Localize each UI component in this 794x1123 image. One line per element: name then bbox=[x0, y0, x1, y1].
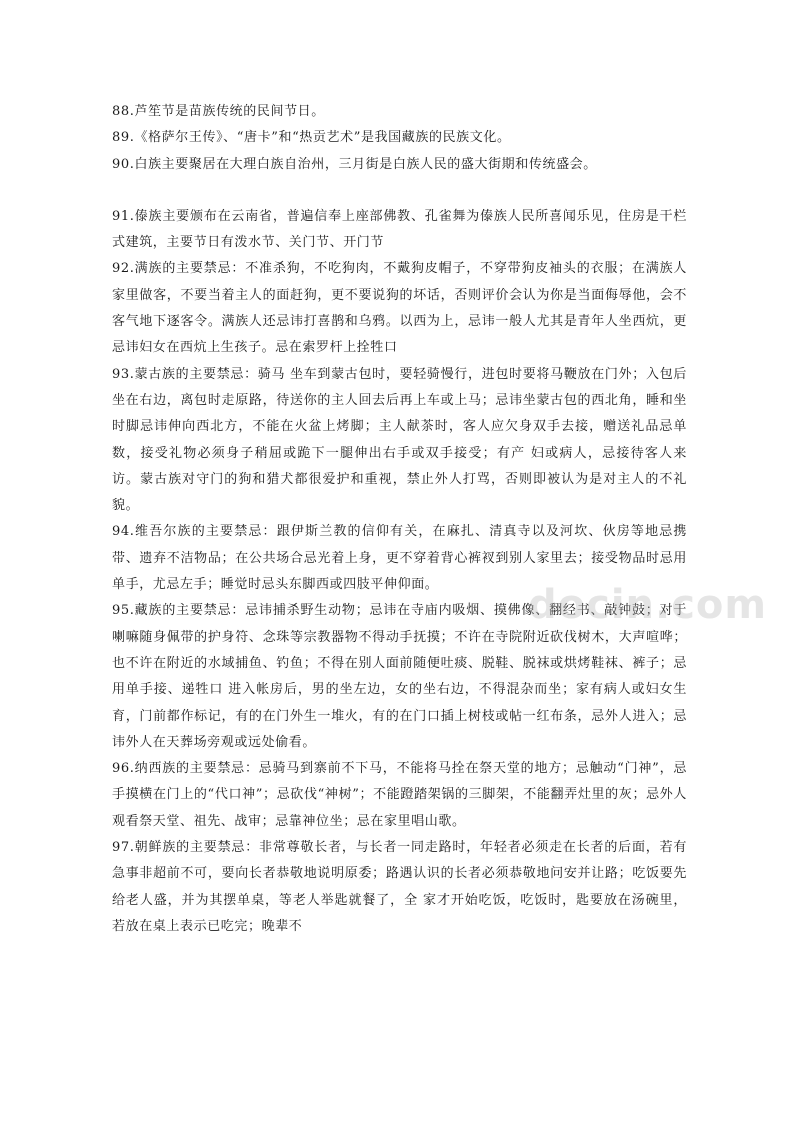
paragraph-88: 88.芦笙节是苗族传统的民间节日。 bbox=[112, 104, 325, 119]
paragraph-97: 97.朝鲜族的主要禁忌：非常尊敬长者，与长者一同走路时，年轻者必须走在长者的后面，若有急事非超前不可，要向长者恭敬地说明原委；路遇认识的长者必须恭敬地问安并让路；吃饭要先给老人盛，并为其摆单桌，等老人举匙就餐了，全 家才开始吃饭，吃饭时，匙要放在汤碗里，若放在桌上表示已吃完；晚辈不 bbox=[112, 840, 687, 934]
paragraph-96: 96.纳西族的主要禁忌：忌骑马到寨前不下马，不能将马拴在祭天堂的地方；忌触动“门神”，忌手摸横在门上的“代口神”；忌砍伐“神树”；不能蹬踏架锅的三脚架，不能翻弄灶里的灰；忌外人观看祭天堂、祖先、战审；忌靠神位坐；忌在家里唱山歌。 bbox=[112, 761, 687, 829]
paragraph-90: 90.白族主要聚居在大理白族自治州，三月街是白族人民的盛大街期和传统盛会。 bbox=[112, 156, 597, 172]
paragraph-92: 92.满族的主要禁忌：不准杀狗，不吃狗肉，不戴狗皮帽子，不穿带狗皮袖头的衣服；在满族人家里做客，不要当着主人的面赶狗，更不要说狗的坏话，否则评价会认为你是当面侮辱他，会不客气地下逐客令。满族人还忌讳打喜鹊和乌鸦。以西为上，忌讳一般人尤其是青年人坐西炕，更忌讳妇女在西炕上生孩子。忌在索罗杆上拴牲口 bbox=[112, 261, 687, 356]
paragraph-gap bbox=[112, 178, 687, 204]
paragraph-93: 93.蒙古族的主要禁忌：骑马 坐车到蒙古包时，要轻骑慢行，进包时要将马鞭放在门外；入包后坐在右边，离包时走原路，待送你的主人回去后再上车或上马；忌讳坐蒙古包的西北角，睡和坐时脚忌讳伸向西北方，不能在火盆上烤脚；主人献茶时，客人应欠身双手去接，赠送礼品忌单数，接受礼物必须身子稍屈或跪下一腿伸出右手或双手接受；有产 妇或病人，忌接待客人来访。蒙古族对守门的狗和猎犬都很爱护和重视，禁止外人打骂，否则即被认为是对主人的不礼貌。 bbox=[112, 366, 687, 514]
paragraph-94: 94.维吾尔族的主要禁忌：跟伊斯兰教的信仰有关，在麻扎、清真寺以及河坎、伙房等地忌携带、遗弃不洁物品；在公共场合忌光着上身，更不穿着背心裤衩到别人家里去；接受物品时忌用单手，尤忌左手；睡觉时忌头东脚西或四肢平伸仰面。 bbox=[112, 524, 687, 593]
watermark-logo: docin.com bbox=[528, 582, 768, 628]
paragraph-89: 89.《格萨尔王传》、“唐卡”和“热贡艺术”是我国藏族的民族文化。 bbox=[112, 130, 511, 146]
paragraph-91: 91.傣族主要颁布在云南省，普遍信奉上座部佛教、孔雀舞为傣族人民所喜闻乐见，住房是干栏式建筑，主要节日有泼水节、关门节、开门节 bbox=[112, 208, 687, 251]
paragraph-95: 95.藏族的主要禁忌：忌讳捕杀野生动物；忌讳在寺庙内吸烟、摸佛像、翻经书、敲钟鼓；对于喇嘛随身佩带的护身符、念珠等宗教器物不得动手抚摸；不许在寺院附近砍伐树木，大声喧哗；也不许在附近的水域捕鱼、钓鱼；不得在别人面前随便吐痰、脱鞋、脱袜或烘烤鞋袜、裤子；忌用单手接、递牲口 进入帐房后，男的坐左边，女的坐右边，不得混杂而坐；家有病人或妇女生育，门前都作标记，有的在门外生一堆火，有的在门口插上树枝或帖一红布条，忌外人进入；忌讳外人在天葬场旁观或远处偷看。 bbox=[112, 603, 687, 750]
document-body bbox=[112, 99, 687, 940]
